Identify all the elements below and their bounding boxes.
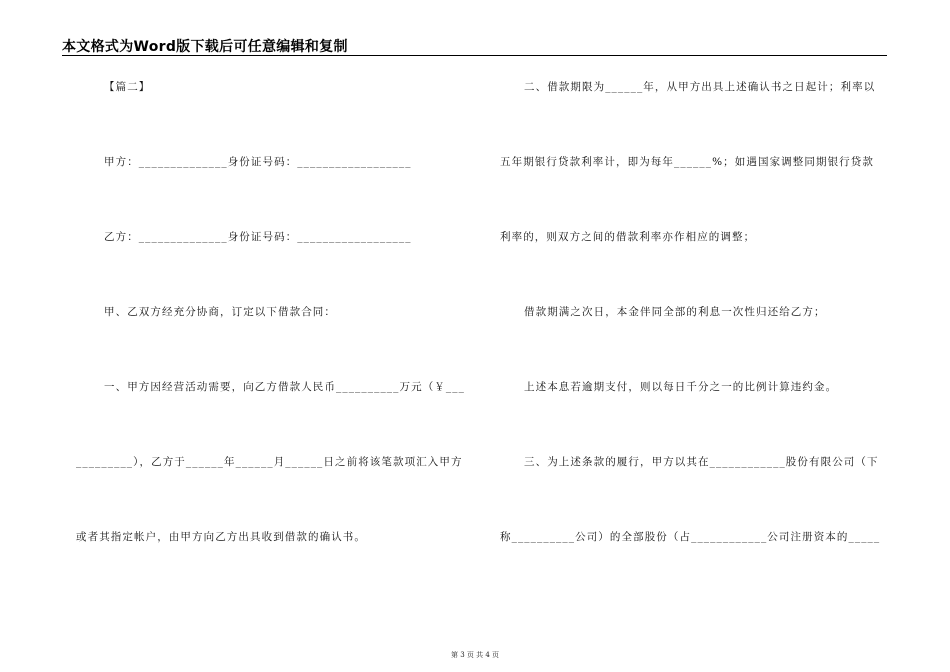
header-divider xyxy=(62,55,887,56)
clause-two-line-1: 二、借款期限为______年，从甲方出具上述确认书之日起计；利率以 xyxy=(524,81,876,93)
clause-one-line-3: 或者其指定帐户，由甲方向乙方出具收到借款的确认书。 xyxy=(76,531,366,543)
clause-three-line-1: 三、为上述条款的履行，甲方以其在____________股份有限公司（下 xyxy=(524,456,879,468)
clause-two-line-5: 上述本息若逾期支付，则以每日千分之一的比例计算违约金。 xyxy=(524,381,838,393)
clause-one-line-2: _________），乙方于______年______月______日之前将该笔款项汇入甲方 xyxy=(76,456,463,468)
page-number: 第 3 页 共 4 页 xyxy=(450,651,500,659)
clause-one-line-1: 一、甲方因经营活动需要，向乙方借款人民币__________万元（￥___ xyxy=(104,381,465,393)
clause-two-line-3: 利率的，则双方之间的借款利率亦作相应的调整； xyxy=(500,231,756,243)
agreement-intro: 甲、乙双方经充分协商，订定以下借款合同： xyxy=(104,306,336,318)
clause-two-line-2: 五年期银行贷款利率计，即为每年______%；如遇国家调整同期银行贷款 xyxy=(500,156,874,168)
party-a-line: 甲方：______________身份证号码：__________________ xyxy=(104,156,412,168)
section-heading: 【篇二】 xyxy=(104,81,151,93)
clause-two-line-4: 借款期满之次日，本金伴同全部的利息一次性归还给乙方； xyxy=(524,306,826,318)
document-header-title: 本文格式为Word版下载后可任意编辑和复制 xyxy=(62,39,348,55)
clause-three-line-2: 称__________公司）的全部股份（占____________公司注册资本的_____ xyxy=(500,531,881,543)
party-b-line: 乙方：______________身份证号码：__________________ xyxy=(104,231,412,243)
